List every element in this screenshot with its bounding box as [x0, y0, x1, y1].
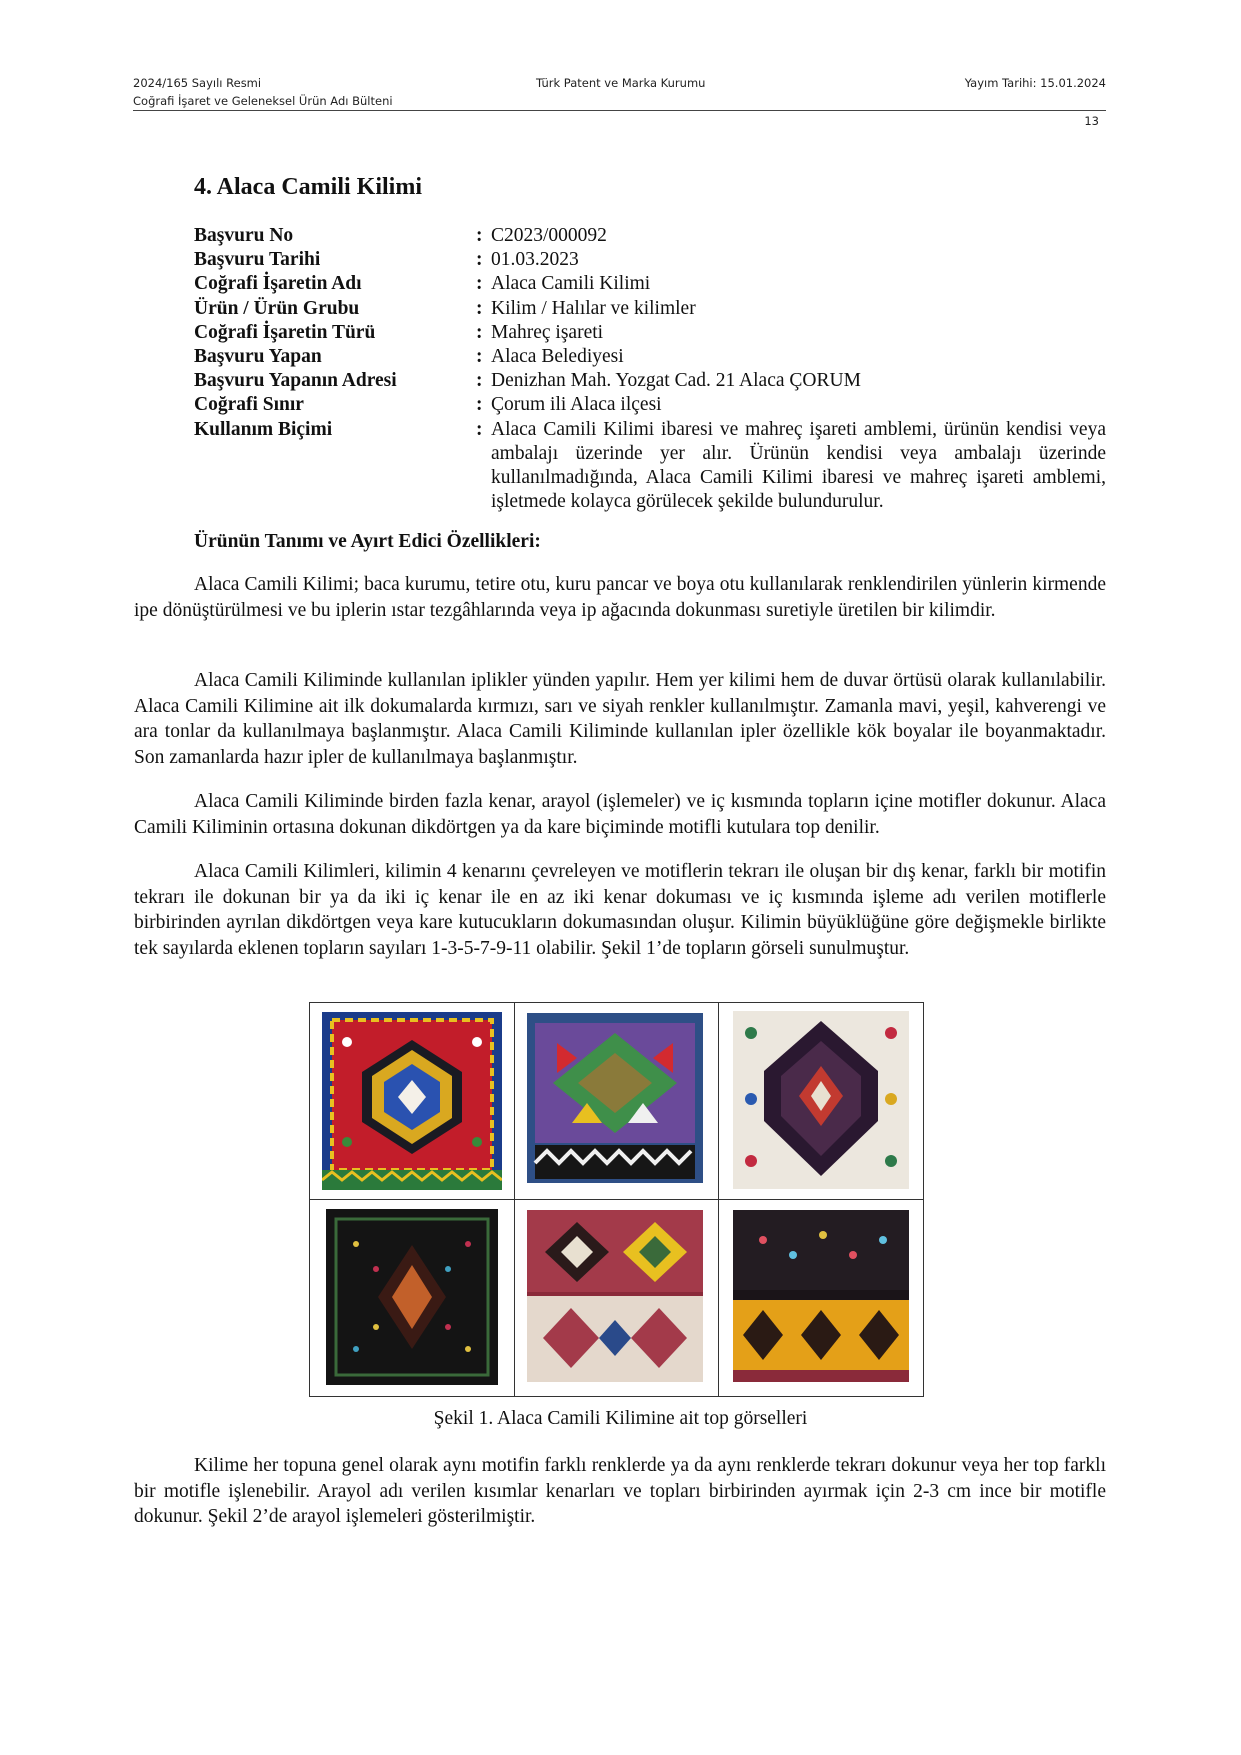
- kilim-photo-pink-white: [515, 1200, 719, 1396]
- field-value: Çorum ili Alaca ilçesi: [491, 394, 662, 416]
- field-label: Ürün / Ürün Grubu: [194, 297, 360, 319]
- field-label: Coğrafi İşaretin Adı: [194, 273, 362, 295]
- field-label: Başvuru Yapan: [194, 346, 322, 368]
- field-value: 01.03.2023: [491, 249, 579, 271]
- kilim-photo-red-blue: [310, 1003, 515, 1200]
- field-label: Başvuru Tarihi: [194, 249, 321, 271]
- body-paragraph: Alaca Camili Kiliminde birden fazla kenar, arayol (işlemeler) ve iç kısmında topların içine motifler dokunur. Alaca Camili Kiliminin ortasına dokunan dikdörtgen ya da kare biçiminde motifli kutulara top denilir.: [134, 791, 1106, 838]
- body-paragraph: Kilime her topuna genel olarak aynı motifin farklı renklerde ya da aynı renklerde tekrarı dokunur veya her top farklı bir motifle işlenebilir. Arayol adı verilen kısımlar kenarları ve topları birbirinden ayırmak için 2-3 cm ince bir motifle dokunur. Şekil 2’de arayol işlemeleri gösterilmiştir.: [134, 1455, 1106, 1528]
- page-number: 13: [1084, 114, 1099, 128]
- field-row: [194, 345, 1106, 369]
- kilim-photo-dark-multicolor: [310, 1200, 515, 1396]
- body-paragraph: Alaca Camili Kilimi; baca kurumu, tetire otu, kuru pancar ve boya otu kullanılarak renklendirilen yünlerin kirmende ipe dönüştürülmesi ve bu iplerin ıstar tezgâhlarında veya ip ağacında dokunması suretiyle üretilen bir kilimdir.: [134, 574, 1106, 621]
- field-colon: :: [476, 225, 483, 246]
- section-subheading: Ürünün Tanımı ve Ayırt Edici Özellikleri:: [194, 531, 541, 552]
- section-title: 4. Alaca Camili Kilimi: [194, 174, 422, 200]
- field-value: Mahreç işareti: [491, 321, 604, 343]
- field-colon: :: [476, 249, 483, 271]
- field-colon: :: [476, 346, 483, 368]
- kilim-photo-dark-yellow: [719, 1200, 923, 1396]
- field-row: [194, 369, 1106, 393]
- kilim-figure-grid: [309, 1002, 924, 1397]
- field-value: Alaca Camili Kilimi ibaresi ve mahreç işareti amblemi, ürünün kendisi veya ambalajı üzerinde yer alır. Ürünün kendisi veya ambalajı üzerinde kullanılmadığında, Alaca Camili Kilimi ibaresi ve mahreç işareti amblemi, işletmede kolayca görülecek şekilde bulundurulur.: [491, 418, 1106, 513]
- field-colon: :: [476, 418, 483, 440]
- field-row: [194, 321, 1106, 345]
- field-colon: :: [476, 394, 483, 416]
- header-publication-date: Yayım Tarihi: 15.01.2024: [964, 76, 1106, 90]
- field-row: [194, 297, 1106, 321]
- field-row: [194, 248, 1106, 272]
- field-label: Coğrafi İşaretin Türü: [194, 321, 376, 343]
- field-row: [194, 224, 1106, 248]
- field-row: [194, 418, 1106, 515]
- header-divider: [133, 110, 1106, 111]
- field-label: Kullanım Biçimi: [194, 418, 333, 440]
- field-colon: :: [476, 297, 483, 319]
- body-paragraph: Alaca Camili Kiliminde kullanılan iplikler yünden yapılır. Hem yer kilimi hem de duvar örtüsü olarak kullanılabilir. Alaca Camili Kilimine ait ilk dokumalarda kırmızı, sarı ve siyah renkler kullanılmıştır. Zamanla mavi, yeşil, kahverengi ve ara tonlar da kullanılmaya başlanmıştır. Alaca Camili Kiliminde kullanılan ipler özellikle kök boyalar ile boyanmaktadır. Son zamanlarda hazır ipler de kullanılmaya başlanmıştır.: [134, 670, 1106, 768]
- field-value: Denizhan Mah. Yozgat Cad. 21 Alaca ÇORUM: [491, 370, 861, 392]
- field-colon: :: [476, 273, 483, 295]
- field-row: [194, 272, 1106, 296]
- field-label: Coğrafi Sınır: [194, 394, 304, 416]
- field-value: C2023/000092: [491, 225, 607, 246]
- header-institution: Türk Patent ve Marka Kurumu: [536, 76, 706, 90]
- field-colon: :: [476, 370, 483, 392]
- field-value: Alaca Belediyesi: [491, 346, 624, 368]
- field-colon: :: [476, 321, 483, 343]
- application-fields: [194, 224, 1106, 514]
- field-value: Kilim / Halılar ve kilimler: [491, 297, 696, 319]
- figure-caption: Şekil 1. Alaca Camili Kilimine ait top görselleri: [433, 1408, 808, 1429]
- body-paragraph: Alaca Camili Kilimleri, kilimin 4 kenarını çevreleyen ve motiflerin tekrarı ile oluşan bir dış kenar, farklı bir motifin tekrarı ile dokunan bir ya da iki iç kenar ile en az iki kenar dokuması ve iç kısmında işleme adı verilen motiflerle birbirinden ayrılan dikdörtgen veya kare kutucukların dokumasından oluşur. Kilimin büyüklüğüne göre değişmekle birlikte tek sayılarda eklenen topların sayıları 1-3-5-7-9-11 olabilir. Şekil 1’de topların görseli sunulmuştur.: [134, 861, 1106, 959]
- header-bulletin-name: Coğrafi İşaret ve Geleneksel Ürün Adı Bülteni: [133, 94, 393, 108]
- field-label: Başvuru Yapanın Adresi: [194, 370, 397, 392]
- field-value: Alaca Camili Kilimi: [491, 273, 651, 295]
- field-label: Başvuru No: [194, 225, 294, 246]
- field-row: [194, 393, 1106, 417]
- kilim-photo-purple-green: [515, 1003, 719, 1200]
- header-bulletin-number: 2024/165 Sayılı Resmi: [133, 76, 262, 90]
- kilim-photo-white-dark: [719, 1003, 923, 1200]
